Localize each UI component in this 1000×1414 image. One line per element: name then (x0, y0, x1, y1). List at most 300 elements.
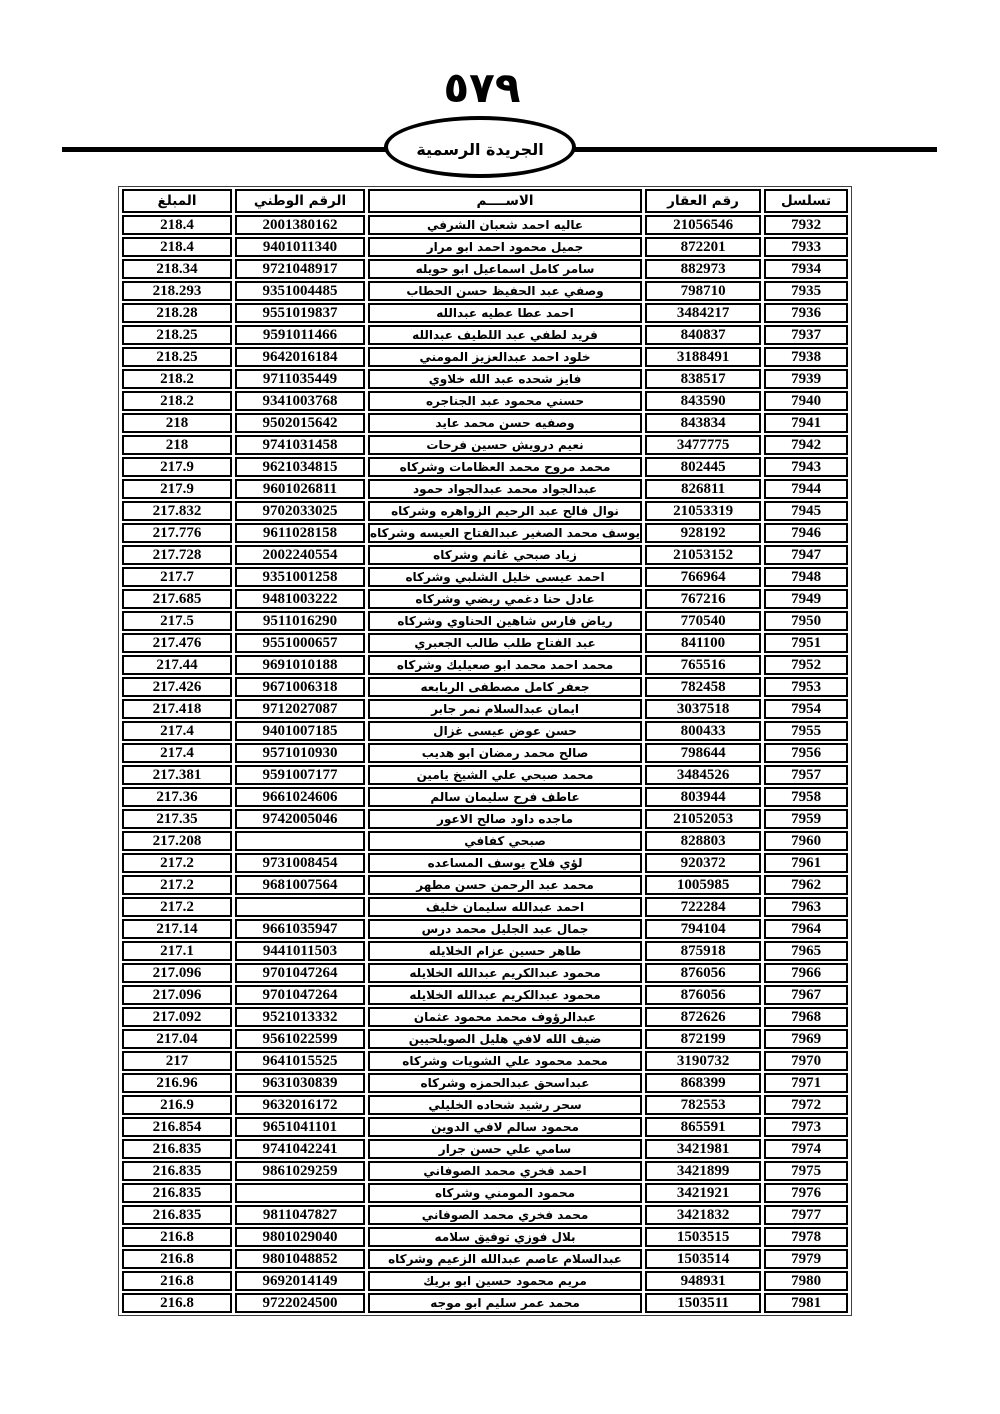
table-row (122, 589, 848, 609)
cell-national-id: 9681007564 (235, 875, 365, 895)
cell-name: زياد صبحي غانم وشركاه (368, 545, 642, 565)
cell-name: محمد صبحي علي الشيخ يامين (368, 765, 642, 785)
cell-property-number: 21053319 (645, 501, 761, 521)
table-row (122, 1271, 848, 1291)
cell-serial: 7977 (764, 1205, 848, 1225)
cell-national-id: 9671006318 (235, 677, 365, 697)
cell-property-number: 826811 (645, 479, 761, 499)
cell-serial: 7950 (764, 611, 848, 631)
cell-name: احمد عيسى خليل الشلبي وشركاه (368, 567, 642, 587)
cell-serial: 7972 (764, 1095, 848, 1115)
table-row (122, 1007, 848, 1027)
cell-amount: 216.835 (122, 1183, 232, 1203)
cell-national-id: 9591011466 (235, 325, 365, 345)
cell-property-number: 3037518 (645, 699, 761, 719)
cell-name: محمد فخري محمد الصوفاني (368, 1205, 642, 1225)
cell-serial: 7944 (764, 479, 848, 499)
table-row (122, 699, 848, 719)
cell-national-id (235, 897, 365, 917)
cell-property-number: 798710 (645, 281, 761, 301)
cell-national-id: 9481003222 (235, 589, 365, 609)
cell-name: عبدالرؤوف محمد محمود عثمان (368, 1007, 642, 1027)
cell-serial: 7933 (764, 237, 848, 257)
cell-amount: 217 (122, 1051, 232, 1071)
cell-amount: 217.685 (122, 589, 232, 609)
cell-serial: 7953 (764, 677, 848, 697)
cell-national-id: 9591007177 (235, 765, 365, 785)
cell-property-number: 841100 (645, 633, 761, 653)
cell-serial: 7966 (764, 963, 848, 983)
table-row (122, 1117, 848, 1137)
cell-name: وصفي عبد الحفيظ حسن الحطاب (368, 281, 642, 301)
cell-name: ضيف الله لافي هليل الصويلحيين (368, 1029, 642, 1049)
cell-name: عبدالسلام عاصم عبدالله الزعيم وشركاه (368, 1249, 642, 1269)
cell-serial: 7948 (764, 567, 848, 587)
cell-amount: 217.832 (122, 501, 232, 521)
cell-property-number: 3484217 (645, 303, 761, 323)
table-row (122, 1073, 848, 1093)
cell-name: عبداسحق عبدالحمزه وشركاه (368, 1073, 642, 1093)
cell-serial: 7951 (764, 633, 848, 653)
cell-name: جعفر كامل مصطفى الربابعه (368, 677, 642, 697)
cell-property-number: 948931 (645, 1271, 761, 1291)
cell-amount: 217.9 (122, 479, 232, 499)
cell-serial: 7979 (764, 1249, 848, 1269)
cell-name: وصفيه حسن محمد عايد (368, 413, 642, 433)
cell-serial: 7939 (764, 369, 848, 389)
cell-amount: 218 (122, 435, 232, 455)
cell-amount: 217.381 (122, 765, 232, 785)
cell-national-id: 9741031458 (235, 435, 365, 455)
table-header-row (122, 189, 848, 213)
cell-serial: 7932 (764, 215, 848, 235)
cell-national-id: 9731008454 (235, 853, 365, 873)
cell-amount: 217.14 (122, 919, 232, 939)
cell-amount: 217.2 (122, 897, 232, 917)
cell-name: ايمان عبدالسلام نمر جابر (368, 699, 642, 719)
cell-name: سحر رشيد شحاده الخليلي (368, 1095, 642, 1115)
cell-national-id: 9611028158 (235, 523, 365, 543)
cell-property-number: 3421921 (645, 1183, 761, 1203)
cell-amount: 217.096 (122, 963, 232, 983)
cell-serial: 7970 (764, 1051, 848, 1071)
cell-amount: 216.854 (122, 1117, 232, 1137)
cell-property-number: 803944 (645, 787, 761, 807)
cell-national-id: 9521013332 (235, 1007, 365, 1027)
cell-amount: 217.4 (122, 721, 232, 741)
cell-amount: 217.476 (122, 633, 232, 653)
table-row (122, 1161, 848, 1181)
cell-amount: 216.835 (122, 1205, 232, 1225)
cell-serial: 7937 (764, 325, 848, 345)
cell-amount: 218.25 (122, 325, 232, 345)
cell-amount: 218 (122, 413, 232, 433)
cell-national-id: 9632016172 (235, 1095, 365, 1115)
cell-national-id: 9691010188 (235, 655, 365, 675)
cell-property-number: 828803 (645, 831, 761, 851)
table-row (122, 1249, 848, 1269)
cell-name: جميل محمود احمد ابو مرار (368, 237, 642, 257)
cell-name: محمد عمر سليم ابو موجه (368, 1293, 642, 1313)
cell-serial: 7960 (764, 831, 848, 851)
table-row (122, 633, 848, 653)
cell-amount: 217.096 (122, 985, 232, 1005)
cell-name: خلود احمد عبدالعزيز المومني (368, 347, 642, 367)
cell-property-number: 798644 (645, 743, 761, 763)
cell-serial: 7959 (764, 809, 848, 829)
cell-amount: 218.2 (122, 369, 232, 389)
cell-national-id: 9642016184 (235, 347, 365, 367)
cell-amount: 217.35 (122, 809, 232, 829)
cell-name: عبد الفتاح طلب طالب الجعبري (368, 633, 642, 653)
table-row (122, 325, 848, 345)
cell-name: احمد عطا عطيه عبدالله (368, 303, 642, 323)
table-row (122, 479, 848, 499)
cell-national-id: 9741042241 (235, 1139, 365, 1159)
cell-property-number: 3477775 (645, 435, 761, 455)
cell-property-number: 770540 (645, 611, 761, 631)
cell-property-number: 840837 (645, 325, 761, 345)
cell-national-id: 9811047827 (235, 1205, 365, 1225)
cell-amount: 218.4 (122, 215, 232, 235)
table-row (122, 1095, 848, 1115)
cell-amount: 217.04 (122, 1029, 232, 1049)
cell-amount: 217.9 (122, 457, 232, 477)
cell-national-id: 9801048852 (235, 1249, 365, 1269)
cell-amount: 217.728 (122, 545, 232, 565)
cell-national-id: 9861029259 (235, 1161, 365, 1181)
cell-amount: 217.776 (122, 523, 232, 543)
cell-name: محمود عبدالكريم عبدالله الخلايله (368, 985, 642, 1005)
cell-amount: 218.28 (122, 303, 232, 323)
cell-amount: 216.8 (122, 1249, 232, 1269)
table-row (122, 1139, 848, 1159)
cell-serial: 7955 (764, 721, 848, 741)
cell-property-number: 1503514 (645, 1249, 761, 1269)
cell-property-number: 3421899 (645, 1161, 761, 1181)
cell-national-id: 9692014149 (235, 1271, 365, 1291)
cell-serial: 7967 (764, 985, 848, 1005)
cell-name: عادل حنا دغمي ربضي وشركاه (368, 589, 642, 609)
table-row (122, 1051, 848, 1071)
table-row (122, 655, 848, 675)
table-row (122, 1227, 848, 1247)
table-row (122, 369, 848, 389)
cell-property-number: 876056 (645, 985, 761, 1005)
table-row (122, 523, 848, 543)
header-amount: المبلغ (122, 189, 232, 213)
cell-serial: 7964 (764, 919, 848, 939)
cell-national-id: 9551000657 (235, 633, 365, 653)
cell-national-id: 9742005046 (235, 809, 365, 829)
cell-national-id: 9502015642 (235, 413, 365, 433)
cell-national-id: 9571010930 (235, 743, 365, 763)
cell-property-number: 3421981 (645, 1139, 761, 1159)
cell-national-id: 9351001258 (235, 567, 365, 587)
cell-name: عاليه احمد شعبان الشرفي (368, 215, 642, 235)
cell-name: احمد فخري محمد الصوفاني (368, 1161, 642, 1181)
cell-serial: 7981 (764, 1293, 848, 1313)
cell-national-id: 9401011340 (235, 237, 365, 257)
cell-property-number: 765516 (645, 655, 761, 675)
header-serial: تسلسل (764, 189, 848, 213)
cell-name: عبدالجواد محمد عبدالجواد حمود (368, 479, 642, 499)
table-row (122, 875, 848, 895)
cell-name: محمد محمود علي الشويات وشركاه (368, 1051, 642, 1071)
cell-amount: 218.4 (122, 237, 232, 257)
cell-property-number: 882973 (645, 259, 761, 279)
cell-amount: 217.7 (122, 567, 232, 587)
cell-name: سامر كامل اسماعيل ابو حويله (368, 259, 642, 279)
cell-property-number: 876056 (645, 963, 761, 983)
table-row (122, 391, 848, 411)
cell-name: ماجده داود صالح الاعور (368, 809, 642, 829)
cell-property-number: 1005985 (645, 875, 761, 895)
cell-property-number: 838517 (645, 369, 761, 389)
table-row (122, 1183, 848, 1203)
table-row (122, 567, 848, 587)
cell-property-number: 722284 (645, 897, 761, 917)
cell-amount: 217.426 (122, 677, 232, 697)
cell-name: صالح محمد رمضان ابو هديب (368, 743, 642, 763)
cell-name: سامي علي حسن جرار (368, 1139, 642, 1159)
cell-national-id: 9722024500 (235, 1293, 365, 1313)
cell-serial: 7975 (764, 1161, 848, 1181)
cell-property-number: 872199 (645, 1029, 761, 1049)
cell-name: نعيم درويش حسين فرحات (368, 435, 642, 455)
gazette-banner-ellipse (384, 116, 576, 178)
cell-national-id: 9661024606 (235, 787, 365, 807)
cell-property-number: 3484526 (645, 765, 761, 785)
cell-name: عاطف فرح سليمان سالم (368, 787, 642, 807)
cell-national-id: 9701047264 (235, 985, 365, 1005)
cell-name: طاهر حسين عزام الخلايله (368, 941, 642, 961)
cell-national-id: 9441011503 (235, 941, 365, 961)
cell-amount: 216.96 (122, 1073, 232, 1093)
cell-serial: 7943 (764, 457, 848, 477)
table-row (122, 677, 848, 697)
cell-property-number: 875918 (645, 941, 761, 961)
header-national-id: الرقم الوطني (235, 189, 365, 213)
cell-national-id: 9551019837 (235, 303, 365, 323)
table-row (122, 765, 848, 785)
cell-amount: 216.835 (122, 1161, 232, 1181)
cell-amount: 218.34 (122, 259, 232, 279)
cell-name: احمد عبدالله سليمان خليف (368, 897, 642, 917)
cell-amount: 217.44 (122, 655, 232, 675)
table-row (122, 743, 848, 763)
header-property-number: رقم العقار (645, 189, 761, 213)
cell-serial: 7980 (764, 1271, 848, 1291)
cell-serial: 7968 (764, 1007, 848, 1027)
table-row (122, 1293, 848, 1313)
cell-serial: 7956 (764, 743, 848, 763)
cell-national-id: 9561022599 (235, 1029, 365, 1049)
cell-serial: 7961 (764, 853, 848, 873)
cell-amount: 217.1 (122, 941, 232, 961)
cell-national-id: 9621034815 (235, 457, 365, 477)
cell-property-number: 794104 (645, 919, 761, 939)
cell-national-id: 9651041101 (235, 1117, 365, 1137)
cell-serial: 7963 (764, 897, 848, 917)
cell-property-number: 21056546 (645, 215, 761, 235)
cell-national-id: 9801029040 (235, 1227, 365, 1247)
cell-amount: 217.092 (122, 1007, 232, 1027)
cell-name: حسني محمود عبد الجناجره (368, 391, 642, 411)
cell-property-number: 868399 (645, 1073, 761, 1093)
table-row (122, 963, 848, 983)
table-row (122, 919, 848, 939)
cell-national-id (235, 1183, 365, 1203)
table-row (122, 897, 848, 917)
cell-name: محمود سالم لافي الدوين (368, 1117, 642, 1137)
cell-serial: 7962 (764, 875, 848, 895)
cell-amount: 218.2 (122, 391, 232, 411)
table-row (122, 985, 848, 1005)
cell-serial: 7941 (764, 413, 848, 433)
cell-serial: 7974 (764, 1139, 848, 1159)
table-row (122, 853, 848, 873)
table-row (122, 1029, 848, 1049)
cell-property-number: 843590 (645, 391, 761, 411)
cell-national-id: 9721048917 (235, 259, 365, 279)
cell-property-number: 802445 (645, 457, 761, 477)
cell-property-number: 872201 (645, 237, 761, 257)
table-row (122, 347, 848, 367)
cell-name: حسن عوض عيسى غزال (368, 721, 642, 741)
cell-name: فريد لطفي عبد اللطيف عبدالله (368, 325, 642, 345)
cell-name: رياض فارس شاهين الحناوي وشركاه (368, 611, 642, 631)
table-row (122, 941, 848, 961)
cell-name: فايز شحده عبد الله خلاوي (368, 369, 642, 389)
cell-national-id: 2002240554 (235, 545, 365, 565)
cell-amount: 217.418 (122, 699, 232, 719)
table-row (122, 303, 848, 323)
cell-property-number: 3190732 (645, 1051, 761, 1071)
table-row (122, 501, 848, 521)
cell-property-number: 872626 (645, 1007, 761, 1027)
cell-property-number: 1503511 (645, 1293, 761, 1313)
cell-national-id: 9702033025 (235, 501, 365, 521)
cell-serial: 7934 (764, 259, 848, 279)
table-row (122, 545, 848, 565)
cell-national-id (235, 831, 365, 851)
cell-amount: 216.8 (122, 1271, 232, 1291)
cell-property-number: 1503515 (645, 1227, 761, 1247)
cell-amount: 217.4 (122, 743, 232, 763)
cell-amount: 216.8 (122, 1293, 232, 1313)
table-row (122, 215, 848, 235)
cell-national-id: 9351004485 (235, 281, 365, 301)
cell-serial: 7973 (764, 1117, 848, 1137)
cell-serial: 7947 (764, 545, 848, 565)
cell-national-id: 9641015525 (235, 1051, 365, 1071)
cell-serial: 7971 (764, 1073, 848, 1093)
cell-property-number: 782553 (645, 1095, 761, 1115)
cell-national-id: 9701047264 (235, 963, 365, 983)
cell-name: محمد مروح محمد العظامات وشركاه (368, 457, 642, 477)
cell-amount: 217.2 (122, 853, 232, 873)
cell-serial: 7942 (764, 435, 848, 455)
cell-serial: 7965 (764, 941, 848, 961)
cell-national-id: 9601026811 (235, 479, 365, 499)
cell-property-number: 920372 (645, 853, 761, 873)
cell-amount: 216.8 (122, 1227, 232, 1247)
table-row (122, 281, 848, 301)
records-table (118, 186, 852, 1316)
cell-amount: 218.293 (122, 281, 232, 301)
table-row (122, 721, 848, 741)
cell-name: جمال عبد الجليل محمد درس (368, 919, 642, 939)
table-row (122, 809, 848, 829)
table-row (122, 1205, 848, 1225)
cell-amount: 217.208 (122, 831, 232, 851)
cell-amount: 216.9 (122, 1095, 232, 1115)
cell-amount: 216.835 (122, 1139, 232, 1159)
cell-property-number: 21052053 (645, 809, 761, 829)
cell-name: محمود عبدالكريم عبدالله الخلايله (368, 963, 642, 983)
cell-name: صبحي كفافي (368, 831, 642, 851)
cell-name: محمد احمد محمد ابو صعيليك وشركاه (368, 655, 642, 675)
cell-amount: 218.25 (122, 347, 232, 367)
cell-property-number: 782458 (645, 677, 761, 697)
cell-name: محمد عبد الرحمن حسن مطهر (368, 875, 642, 895)
cell-serial: 7936 (764, 303, 848, 323)
cell-national-id: 9631030839 (235, 1073, 365, 1093)
table-row (122, 457, 848, 477)
table-body (122, 215, 848, 1313)
cell-amount: 217.36 (122, 787, 232, 807)
cell-national-id: 9511016290 (235, 611, 365, 631)
table-row (122, 787, 848, 807)
cell-name: لؤي فلاح يوسف المساعده (368, 853, 642, 873)
cell-name: بلال فوزي توفيق سلامه (368, 1227, 642, 1247)
cell-national-id: 9711035449 (235, 369, 365, 389)
gazette-banner-title: الجريدة الرسمية (416, 139, 544, 159)
cell-amount: 217.5 (122, 611, 232, 631)
cell-amount: 217.2 (122, 875, 232, 895)
table-row (122, 237, 848, 257)
cell-serial: 7945 (764, 501, 848, 521)
cell-serial: 7969 (764, 1029, 848, 1049)
cell-property-number: 800433 (645, 721, 761, 741)
cell-serial: 7958 (764, 787, 848, 807)
cell-serial: 7946 (764, 523, 848, 543)
header-name: الاســــم (368, 189, 642, 213)
cell-property-number: 21053152 (645, 545, 761, 565)
cell-national-id: 9661035947 (235, 919, 365, 939)
cell-serial: 7949 (764, 589, 848, 609)
cell-serial: 7978 (764, 1227, 848, 1247)
table-row (122, 413, 848, 433)
cell-serial: 7938 (764, 347, 848, 367)
table-row (122, 435, 848, 455)
cell-property-number: 928192 (645, 523, 761, 543)
cell-serial: 7952 (764, 655, 848, 675)
cell-property-number: 3188491 (645, 347, 761, 367)
cell-name: محمود المومني وشركاه (368, 1183, 642, 1203)
cell-name: نوال فالح عبد الرحيم الزواهره وشركاه (368, 501, 642, 521)
cell-name: مريم محمود حسين ابو بريك (368, 1271, 642, 1291)
cell-serial: 7957 (764, 765, 848, 785)
cell-serial: 7976 (764, 1183, 848, 1203)
cell-property-number: 3421832 (645, 1205, 761, 1225)
table-row (122, 259, 848, 279)
page-number: ٥٧٩ (443, 63, 521, 112)
table-row (122, 831, 848, 851)
cell-national-id: 9712027087 (235, 699, 365, 719)
cell-property-number: 843834 (645, 413, 761, 433)
